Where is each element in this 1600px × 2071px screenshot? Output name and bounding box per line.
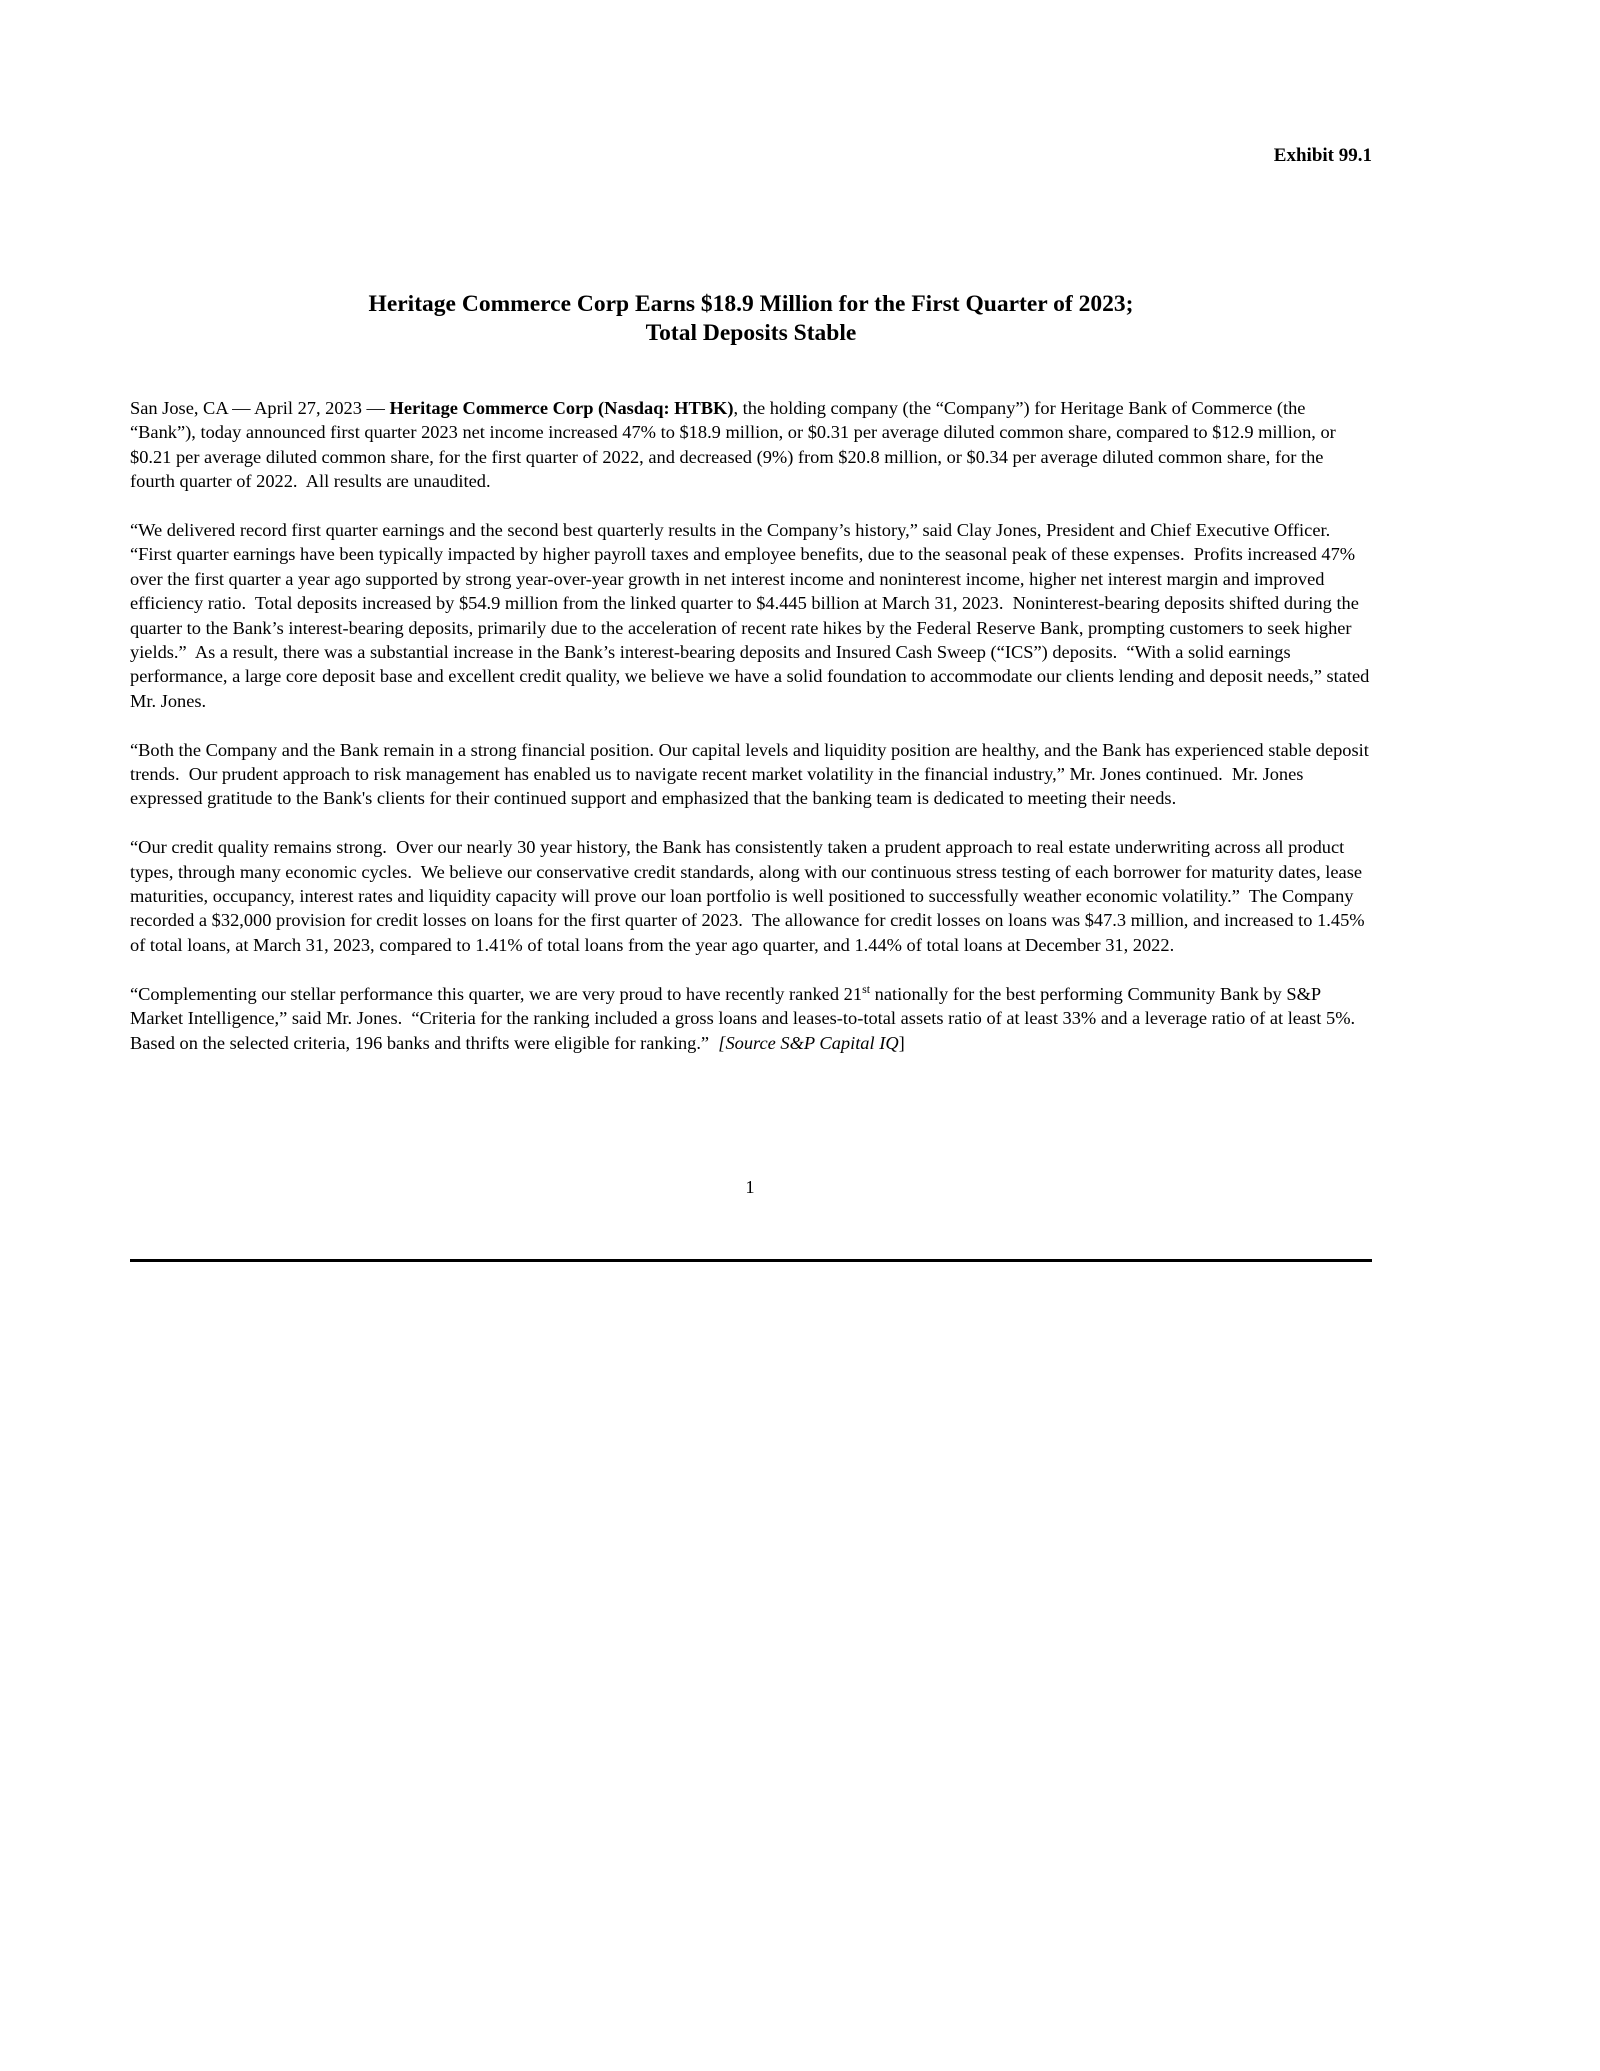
source-citation-close: ]	[898, 1032, 905, 1053]
page-divider	[130, 1259, 1372, 1262]
company-name: Heritage Commerce Corp (Nasdaq: HTBK)	[389, 398, 734, 418]
paragraph-2: “We delivered record first quarter earnings and the second best quarterly results in the Company’s history,” said Clay Jones, President and Chief Executive Officer. “First quarter earnings have been typically impacted by higher payroll taxes and employee benefits, due to the seasonal peak of these expenses. Profits increased 47% over the first quarter a year ago supported by strong year-over-year growth in net interest income and noninterest income, higher net interest margin and improved efficiency ratio. Total deposits increased by $54.9 million from the linked quarter to $4.445 billion at March 31, 2023. Noninterest-bearing deposits shifted during the quarter to the Bank’s interest-bearing deposits, primarily due to the acceleration of recent rate hikes by the Federal Reserve Bank, prompting customers to seek higher yields.” As a result, there was a substantial increase in the Bank’s interest-bearing deposits and Insured Cash Sweep (“ICS”) deposits. “With a solid earnings performance, a large core deposit base and excellent credit quality, we believe we have a solid foundation to accommodate our clients lending and deposit needs,” stated Mr. Jones.	[130, 520, 1370, 711]
paragraph-4: “Our credit quality remains strong. Over our nearly 30 year history, the Bank has consistently taken a prudent approach to real estate underwriting across all product types, through many economic cycles. We believe our conservative credit standards, along with our continuous stress testing of each borrower for maturity dates, lease maturities, occupancy, interest rates and liquidity capacity will prove our loan portfolio is well positioned to successfully weather economic volatility.” The Company recorded a $32,000 provision for credit losses on loans for the first quarter of 2023. The allowance for credit losses on loans was $47.3 million, and increased to 1.45% of total loans, at March 31, 2023, compared to 1.41% of total loans from the year ago quarter, and 1.44% of total loans at December 31, 2022.	[130, 837, 1365, 955]
ordinal-suffix: st	[862, 981, 871, 996]
paragraph-5	[130, 982, 1372, 1055]
paragraph-1-text: , the holding company (the “Company”) for Heritage Bank of Commerce (the “Bank”), today announced first quarter 2023 net income increased 47% to $18.9 million, or $0.31 per average diluted common share, compared to $12.9 million, or $0.21 per average diluted common share, for the first quarter of 2022, and decreased (9%) from $20.8 million, or $0.34 per average diluted common share, for the fourth quarter of 2022. All results are unaudited.	[130, 398, 1336, 492]
page-number: 1	[745, 1177, 755, 1197]
paragraph-5-lead: “Complementing our stellar performance this quarter, we are very proud to have recently ranked 21	[130, 983, 863, 1004]
press-release-body	[130, 396, 1372, 1079]
title-line-2: Total Deposits Stable	[645, 320, 857, 346]
source-citation: [Source S&P Capital IQ	[718, 1032, 899, 1053]
dateline: San Jose, CA — April 27, 2023 —	[130, 398, 390, 418]
exhibit-label: Exhibit 99.1	[1273, 145, 1372, 166]
press-release-title	[130, 290, 1372, 348]
paragraph-3: “Both the Company and the Bank remain in a strong financial position. Our capital levels and liquidity position are healthy, and the Bank has experienced stable deposit trends. Our prudent approach to risk management has enabled us to navigate recent market volatility in the financial industry,” Mr. Jones continued. Mr. Jones expressed gratitude to the Bank's clients for their continued support and emphasized that the banking team is dedicated to meeting their needs.	[130, 739, 1369, 809]
paragraph-1	[130, 396, 1372, 494]
title-line-1: Heritage Commerce Corp Earns $18.9 Million for the First Quarter of 2023;	[368, 291, 1134, 317]
paragraph-5-text: nationally for the best performing Community Bank by S&P Market Intelligence,” said Mr. Jones. “Criteria for the ranking included a gross loans and leases-to-total assets ratio of at least 33% and a leverage ratio of at least 5%. Based on the selected criteria, 196 banks and thrifts were eligible for ranking.”	[130, 983, 1360, 1053]
